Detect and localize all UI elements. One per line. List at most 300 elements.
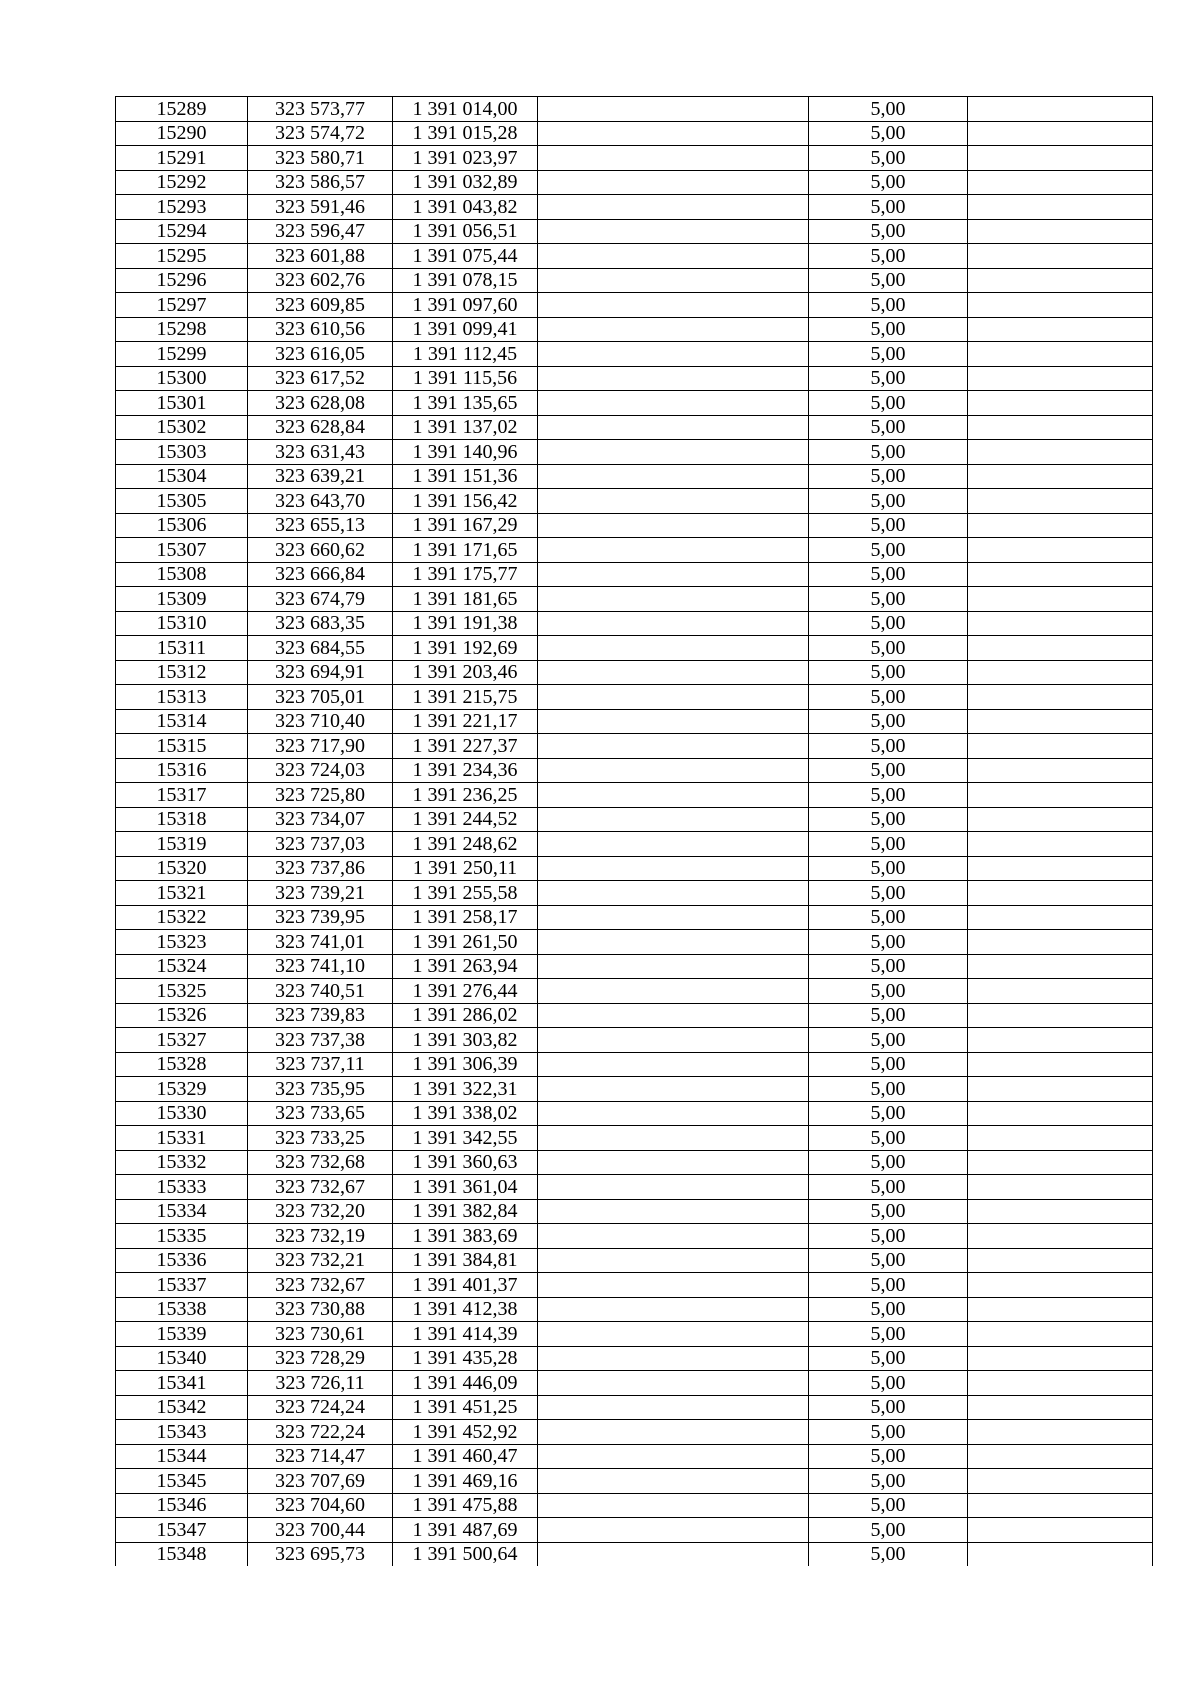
note-cell: [968, 905, 1153, 930]
x-coordinate-cell: 323 683,35: [248, 611, 393, 636]
y-coordinate-cell: 1 391 112,45: [393, 342, 538, 367]
accuracy-cell: 5,00: [809, 1395, 968, 1420]
y-coordinate-cell: 1 391 382,84: [393, 1199, 538, 1224]
y-coordinate-cell: 1 391 234,36: [393, 758, 538, 783]
table-row: [116, 685, 1153, 710]
y-coordinate-cell: 1 391 261,50: [393, 930, 538, 955]
x-coordinate-cell: 323 596,47: [248, 219, 393, 244]
y-coordinate-cell: 1 391 135,65: [393, 391, 538, 416]
note-cell: [968, 170, 1153, 195]
x-coordinate-cell: 323 666,84: [248, 562, 393, 587]
note-cell: [968, 807, 1153, 832]
accuracy-cell: 5,00: [809, 366, 968, 391]
x-coordinate-cell: 323 732,68: [248, 1150, 393, 1175]
accuracy-cell: 5,00: [809, 1493, 968, 1518]
description-cell: [538, 489, 809, 514]
accuracy-cell: 5,00: [809, 1273, 968, 1298]
point-number-cell: 15342: [116, 1395, 248, 1420]
y-coordinate-cell: 1 391 244,52: [393, 807, 538, 832]
note-cell: [968, 1028, 1153, 1053]
point-number-cell: 15338: [116, 1297, 248, 1322]
description-cell: [538, 587, 809, 612]
y-coordinate-cell: 1 391 401,37: [393, 1273, 538, 1298]
note-cell: [968, 1518, 1153, 1543]
description-cell: [538, 930, 809, 955]
x-coordinate-cell: 323 684,55: [248, 636, 393, 661]
note-cell: [968, 881, 1153, 906]
x-coordinate-cell: 323 735,95: [248, 1077, 393, 1102]
point-number-cell: 15317: [116, 783, 248, 808]
point-number-cell: 15318: [116, 807, 248, 832]
x-coordinate-cell: 323 610,56: [248, 317, 393, 342]
accuracy-cell: 5,00: [809, 1175, 968, 1200]
note-cell: [968, 489, 1153, 514]
accuracy-cell: 5,00: [809, 636, 968, 661]
x-coordinate-cell: 323 705,01: [248, 685, 393, 710]
y-coordinate-cell: 1 391 099,41: [393, 317, 538, 342]
table-row: [116, 1420, 1153, 1445]
x-coordinate-cell: 323 732,67: [248, 1273, 393, 1298]
table-row: [116, 146, 1153, 171]
note-cell: [968, 954, 1153, 979]
x-coordinate-cell: 323 725,80: [248, 783, 393, 808]
x-coordinate-cell: 323 740,51: [248, 979, 393, 1004]
description-cell: [538, 1518, 809, 1543]
description-cell: [538, 1444, 809, 1469]
description-cell: [538, 636, 809, 661]
y-coordinate-cell: 1 391 175,77: [393, 562, 538, 587]
accuracy-cell: 5,00: [809, 268, 968, 293]
y-coordinate-cell: 1 391 446,09: [393, 1371, 538, 1396]
description-cell: [538, 146, 809, 171]
table-row: [116, 415, 1153, 440]
y-coordinate-cell: 1 391 023,97: [393, 146, 538, 171]
y-coordinate-cell: 1 391 460,47: [393, 1444, 538, 1469]
note-cell: [968, 1248, 1153, 1273]
table-row: [116, 121, 1153, 146]
point-number-cell: 15311: [116, 636, 248, 661]
accuracy-cell: 5,00: [809, 1101, 968, 1126]
note-cell: [968, 1493, 1153, 1518]
x-coordinate-cell: 323 574,72: [248, 121, 393, 146]
accuracy-cell: 5,00: [809, 513, 968, 538]
y-coordinate-cell: 1 391 487,69: [393, 1518, 538, 1543]
accuracy-cell: 5,00: [809, 440, 968, 465]
x-coordinate-cell: 323 707,69: [248, 1469, 393, 1494]
table-row: [116, 1248, 1153, 1273]
point-number-cell: 15329: [116, 1077, 248, 1102]
table-row: [116, 1346, 1153, 1371]
table-row: [116, 244, 1153, 269]
point-number-cell: 15332: [116, 1150, 248, 1175]
accuracy-cell: 5,00: [809, 979, 968, 1004]
accuracy-cell: 5,00: [809, 709, 968, 734]
note-cell: [968, 440, 1153, 465]
table-row: [116, 1028, 1153, 1053]
note-cell: [968, 1371, 1153, 1396]
y-coordinate-cell: 1 391 227,37: [393, 734, 538, 759]
description-cell: [538, 391, 809, 416]
description-cell: [538, 1346, 809, 1371]
table-row: [116, 219, 1153, 244]
accuracy-cell: 5,00: [809, 783, 968, 808]
x-coordinate-cell: 323 674,79: [248, 587, 393, 612]
point-number-cell: 15315: [116, 734, 248, 759]
note-cell: [968, 219, 1153, 244]
point-number-cell: 15341: [116, 1371, 248, 1396]
table-row: [116, 268, 1153, 293]
point-number-cell: 15320: [116, 856, 248, 881]
description-cell: [538, 1175, 809, 1200]
accuracy-cell: 5,00: [809, 489, 968, 514]
accuracy-cell: 5,00: [809, 1126, 968, 1151]
description-cell: [538, 709, 809, 734]
y-coordinate-cell: 1 391 451,25: [393, 1395, 538, 1420]
x-coordinate-cell: 323 741,10: [248, 954, 393, 979]
y-coordinate-cell: 1 391 303,82: [393, 1028, 538, 1053]
description-cell: [538, 905, 809, 930]
note-cell: [968, 1297, 1153, 1322]
table-row: [116, 317, 1153, 342]
description-cell: [538, 1371, 809, 1396]
accuracy-cell: 5,00: [809, 1150, 968, 1175]
accuracy-cell: 5,00: [809, 1371, 968, 1396]
accuracy-cell: 5,00: [809, 1224, 968, 1249]
description-cell: [538, 685, 809, 710]
note-cell: [968, 1126, 1153, 1151]
accuracy-cell: 5,00: [809, 562, 968, 587]
note-cell: [968, 97, 1153, 122]
description-cell: [538, 1469, 809, 1494]
x-coordinate-cell: 323 728,29: [248, 1346, 393, 1371]
x-coordinate-cell: 323 694,91: [248, 660, 393, 685]
table-row: [116, 1199, 1153, 1224]
point-number-cell: 15303: [116, 440, 248, 465]
note-cell: [968, 1077, 1153, 1102]
note-cell: [968, 513, 1153, 538]
accuracy-cell: 5,00: [809, 1199, 968, 1224]
description-cell: [538, 1273, 809, 1298]
x-coordinate-cell: 323 722,24: [248, 1420, 393, 1445]
accuracy-cell: 5,00: [809, 219, 968, 244]
y-coordinate-cell: 1 391 322,31: [393, 1077, 538, 1102]
accuracy-cell: 5,00: [809, 1052, 968, 1077]
note-cell: [968, 1444, 1153, 1469]
x-coordinate-cell: 323 573,77: [248, 97, 393, 122]
note-cell: [968, 587, 1153, 612]
point-number-cell: 15314: [116, 709, 248, 734]
table-row: [116, 1101, 1153, 1126]
x-coordinate-cell: 323 714,47: [248, 1444, 393, 1469]
accuracy-cell: 5,00: [809, 195, 968, 220]
note-cell: [968, 1003, 1153, 1028]
description-cell: [538, 881, 809, 906]
y-coordinate-cell: 1 391 414,39: [393, 1322, 538, 1347]
table-row: [116, 489, 1153, 514]
description-cell: [538, 1101, 809, 1126]
y-coordinate-cell: 1 391 338,02: [393, 1101, 538, 1126]
description-cell: [538, 170, 809, 195]
description-cell: [538, 1077, 809, 1102]
point-number-cell: 15316: [116, 758, 248, 783]
accuracy-cell: 5,00: [809, 342, 968, 367]
description-cell: [538, 415, 809, 440]
note-cell: [968, 342, 1153, 367]
point-number-cell: 15289: [116, 97, 248, 122]
description-cell: [538, 366, 809, 391]
table-row: [116, 1175, 1153, 1200]
table-row: [116, 758, 1153, 783]
accuracy-cell: 5,00: [809, 1518, 968, 1543]
note-cell: [968, 121, 1153, 146]
x-coordinate-cell: 323 732,20: [248, 1199, 393, 1224]
coordinates-table-body: [116, 97, 1153, 1567]
y-coordinate-cell: 1 391 192,69: [393, 636, 538, 661]
accuracy-cell: 5,00: [809, 807, 968, 832]
point-number-cell: 15308: [116, 562, 248, 587]
x-coordinate-cell: 323 724,03: [248, 758, 393, 783]
accuracy-cell: 5,00: [809, 97, 968, 122]
table-row: [116, 587, 1153, 612]
y-coordinate-cell: 1 391 263,94: [393, 954, 538, 979]
y-coordinate-cell: 1 391 014,00: [393, 97, 538, 122]
description-cell: [538, 440, 809, 465]
table-row: [116, 881, 1153, 906]
point-number-cell: 15300: [116, 366, 248, 391]
description-cell: [538, 1493, 809, 1518]
y-coordinate-cell: 1 391 032,89: [393, 170, 538, 195]
point-number-cell: 15322: [116, 905, 248, 930]
accuracy-cell: 5,00: [809, 734, 968, 759]
x-coordinate-cell: 323 737,11: [248, 1052, 393, 1077]
description-cell: [538, 1248, 809, 1273]
description-cell: [538, 1003, 809, 1028]
x-coordinate-cell: 323 631,43: [248, 440, 393, 465]
table-row: [116, 636, 1153, 661]
accuracy-cell: 5,00: [809, 954, 968, 979]
table-row: [116, 709, 1153, 734]
description-cell: [538, 1322, 809, 1347]
y-coordinate-cell: 1 391 469,16: [393, 1469, 538, 1494]
point-number-cell: 15299: [116, 342, 248, 367]
note-cell: [968, 464, 1153, 489]
x-coordinate-cell: 323 726,11: [248, 1371, 393, 1396]
y-coordinate-cell: 1 391 250,11: [393, 856, 538, 881]
x-coordinate-cell: 323 655,13: [248, 513, 393, 538]
x-coordinate-cell: 323 730,61: [248, 1322, 393, 1347]
note-cell: [968, 1395, 1153, 1420]
description-cell: [538, 783, 809, 808]
y-coordinate-cell: 1 391 384,81: [393, 1248, 538, 1273]
point-number-cell: 15309: [116, 587, 248, 612]
description-cell: [538, 1199, 809, 1224]
point-number-cell: 15310: [116, 611, 248, 636]
y-coordinate-cell: 1 391 171,65: [393, 538, 538, 563]
table-row: [116, 391, 1153, 416]
x-coordinate-cell: 323 616,05: [248, 342, 393, 367]
point-number-cell: 15291: [116, 146, 248, 171]
accuracy-cell: 5,00: [809, 415, 968, 440]
table-row: [116, 440, 1153, 465]
table-row: [116, 807, 1153, 832]
note-cell: [968, 391, 1153, 416]
y-coordinate-cell: 1 391 236,25: [393, 783, 538, 808]
description-cell: [538, 1420, 809, 1445]
accuracy-cell: 5,00: [809, 1077, 968, 1102]
table-row: [116, 1322, 1153, 1347]
y-coordinate-cell: 1 391 383,69: [393, 1224, 538, 1249]
description-cell: [538, 807, 809, 832]
y-coordinate-cell: 1 391 151,36: [393, 464, 538, 489]
note-cell: [968, 562, 1153, 587]
y-coordinate-cell: 1 391 075,44: [393, 244, 538, 269]
note-cell: [968, 317, 1153, 342]
description-cell: [538, 660, 809, 685]
description-cell: [538, 832, 809, 857]
point-number-cell: 15330: [116, 1101, 248, 1126]
x-coordinate-cell: 323 737,03: [248, 832, 393, 857]
accuracy-cell: 5,00: [809, 905, 968, 930]
description-cell: [538, 1052, 809, 1077]
point-number-cell: 15344: [116, 1444, 248, 1469]
x-coordinate-cell: 323 643,70: [248, 489, 393, 514]
y-coordinate-cell: 1 391 500,64: [393, 1542, 538, 1566]
table-row: [116, 660, 1153, 685]
x-coordinate-cell: 323 609,85: [248, 293, 393, 318]
table-row: [116, 1297, 1153, 1322]
x-coordinate-cell: 323 730,88: [248, 1297, 393, 1322]
point-number-cell: 15337: [116, 1273, 248, 1298]
point-number-cell: 15319: [116, 832, 248, 857]
point-number-cell: 15301: [116, 391, 248, 416]
point-number-cell: 15312: [116, 660, 248, 685]
description-cell: [538, 734, 809, 759]
table-row: [116, 930, 1153, 955]
y-coordinate-cell: 1 391 191,38: [393, 611, 538, 636]
x-coordinate-cell: 323 724,24: [248, 1395, 393, 1420]
note-cell: [968, 1273, 1153, 1298]
note-cell: [968, 1469, 1153, 1494]
x-coordinate-cell: 323 734,07: [248, 807, 393, 832]
y-coordinate-cell: 1 391 203,46: [393, 660, 538, 685]
accuracy-cell: 5,00: [809, 1542, 968, 1566]
note-cell: [968, 1420, 1153, 1445]
table-row: [116, 954, 1153, 979]
y-coordinate-cell: 1 391 215,75: [393, 685, 538, 710]
accuracy-cell: 5,00: [809, 881, 968, 906]
y-coordinate-cell: 1 391 156,42: [393, 489, 538, 514]
y-coordinate-cell: 1 391 255,58: [393, 881, 538, 906]
x-coordinate-cell: 323 732,21: [248, 1248, 393, 1273]
accuracy-cell: 5,00: [809, 1322, 968, 1347]
note-cell: [968, 1346, 1153, 1371]
accuracy-cell: 5,00: [809, 587, 968, 612]
x-coordinate-cell: 323 739,83: [248, 1003, 393, 1028]
note-cell: [968, 293, 1153, 318]
note-cell: [968, 195, 1153, 220]
x-coordinate-cell: 323 733,25: [248, 1126, 393, 1151]
y-coordinate-cell: 1 391 342,55: [393, 1126, 538, 1151]
description-cell: [538, 219, 809, 244]
description-cell: [538, 464, 809, 489]
x-coordinate-cell: 323 591,46: [248, 195, 393, 220]
y-coordinate-cell: 1 391 056,51: [393, 219, 538, 244]
note-cell: [968, 1101, 1153, 1126]
y-coordinate-cell: 1 391 361,04: [393, 1175, 538, 1200]
point-number-cell: 15348: [116, 1542, 248, 1566]
table-row: [116, 832, 1153, 857]
y-coordinate-cell: 1 391 043,82: [393, 195, 538, 220]
description-cell: [538, 611, 809, 636]
x-coordinate-cell: 323 733,65: [248, 1101, 393, 1126]
point-number-cell: 15335: [116, 1224, 248, 1249]
accuracy-cell: 5,00: [809, 832, 968, 857]
accuracy-cell: 5,00: [809, 611, 968, 636]
point-number-cell: 15340: [116, 1346, 248, 1371]
point-number-cell: 15305: [116, 489, 248, 514]
note-cell: [968, 930, 1153, 955]
coordinates-table: [115, 96, 1153, 1566]
table-row: [116, 611, 1153, 636]
table-row: [116, 1371, 1153, 1396]
description-cell: [538, 317, 809, 342]
y-coordinate-cell: 1 391 015,28: [393, 121, 538, 146]
accuracy-cell: 5,00: [809, 930, 968, 955]
description-cell: [538, 1395, 809, 1420]
table-row: [116, 1518, 1153, 1543]
description-cell: [538, 979, 809, 1004]
accuracy-cell: 5,00: [809, 856, 968, 881]
note-cell: [968, 1542, 1153, 1566]
point-number-cell: 15290: [116, 121, 248, 146]
note-cell: [968, 1199, 1153, 1224]
y-coordinate-cell: 1 391 286,02: [393, 1003, 538, 1028]
accuracy-cell: 5,00: [809, 1297, 968, 1322]
table-row: [116, 464, 1153, 489]
table-row: [116, 562, 1153, 587]
note-cell: [968, 611, 1153, 636]
description-cell: [538, 856, 809, 881]
y-coordinate-cell: 1 391 435,28: [393, 1346, 538, 1371]
point-number-cell: 15327: [116, 1028, 248, 1053]
point-number-cell: 15334: [116, 1199, 248, 1224]
point-number-cell: 15343: [116, 1420, 248, 1445]
description-cell: [538, 121, 809, 146]
x-coordinate-cell: 323 739,21: [248, 881, 393, 906]
x-coordinate-cell: 323 739,95: [248, 905, 393, 930]
description-cell: [538, 1224, 809, 1249]
point-number-cell: 15302: [116, 415, 248, 440]
accuracy-cell: 5,00: [809, 1346, 968, 1371]
accuracy-cell: 5,00: [809, 170, 968, 195]
x-coordinate-cell: 323 580,71: [248, 146, 393, 171]
note-cell: [968, 979, 1153, 1004]
description-cell: [538, 758, 809, 783]
table-row: [116, 1003, 1153, 1028]
accuracy-cell: 5,00: [809, 538, 968, 563]
note-cell: [968, 415, 1153, 440]
accuracy-cell: 5,00: [809, 391, 968, 416]
note-cell: [968, 856, 1153, 881]
description-cell: [538, 513, 809, 538]
accuracy-cell: 5,00: [809, 293, 968, 318]
note-cell: [968, 832, 1153, 857]
table-row: [116, 1469, 1153, 1494]
note-cell: [968, 1224, 1153, 1249]
x-coordinate-cell: 323 717,90: [248, 734, 393, 759]
description-cell: [538, 1297, 809, 1322]
point-number-cell: 15328: [116, 1052, 248, 1077]
